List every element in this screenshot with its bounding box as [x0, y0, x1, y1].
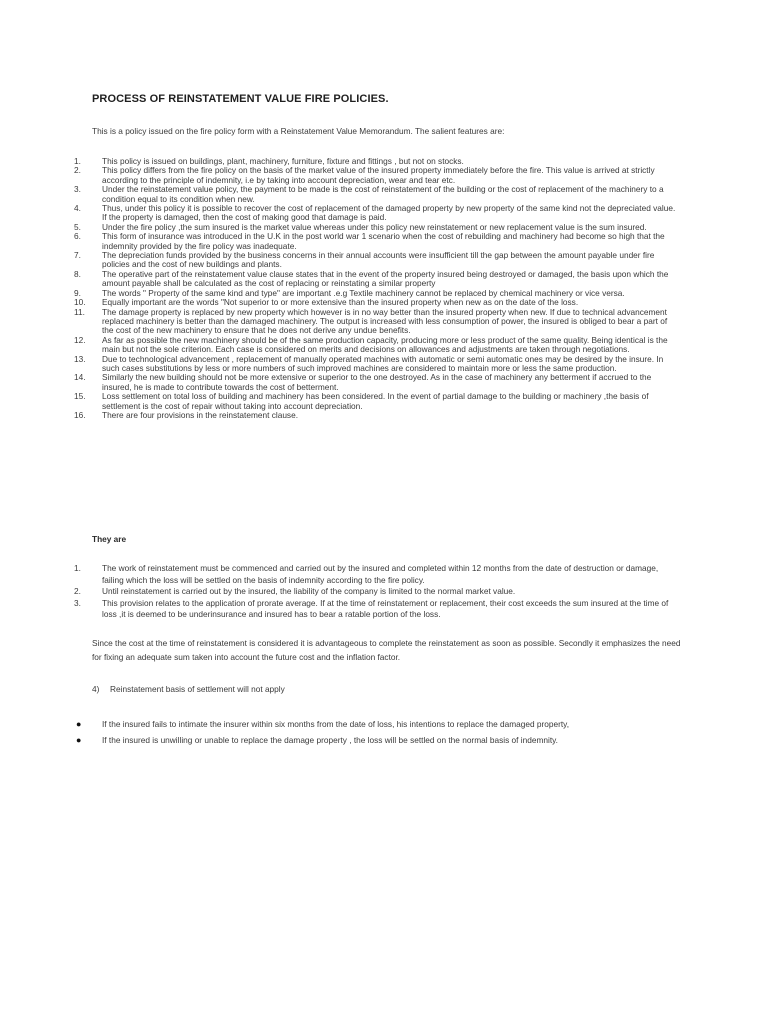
feature-item-text: The damage property is replaced by new property which however is in no way better than the insured property when new. If due to technical advancement replaced machinery is better than the damaged machinery. The output is increased with less consumption of power, the insured is obliged to bear a part of the cost of the new machinery to ensure that he does not derive any undue benefits.: [102, 306, 668, 336]
provision-item-number: 2.: [74, 586, 81, 596]
provision-item-text: This provision relates to the application of prorate average. If at the time of reinstatement or replacement, their cost exceeds the sum insured at the time of loss ,it is deemed to be underinsurance and insured has to bear a ratable portion of the loss.: [102, 597, 669, 619]
feature-item-number: 9.: [74, 287, 81, 298]
feature-item-number: 13.: [74, 353, 86, 364]
point-four: [92, 684, 285, 694]
feature-item-text: Similarly the new building should not be more extensive or superior to the one destroyed. As in the case of machinery any betterment if accrued to the insured, he is made to contribute towards the cost of betterment.: [102, 372, 652, 392]
feature-item-text: Thus, under this policy it is possible to recover the cost of replacement of the damaged property by new property of the same kind not the depreciated value. If the property is damaged, then the cost of making good that damage is paid.: [102, 203, 676, 223]
document-title: PROCESS OF REINSTATEMENT VALUE FIRE POLICIES.: [92, 93, 389, 105]
feature-item-number: 4.: [74, 203, 81, 214]
feature-item: [0, 251, 677, 270]
provision-item: [0, 598, 677, 621]
bullet-text: If the insured fails to intimate the insurer within six months from the date of loss, his intentions to replace the damaged property,: [102, 719, 570, 729]
feature-item-number: 10.: [74, 297, 86, 308]
features-list: [0, 157, 677, 420]
feature-item-text: The depreciation funds provided by the business concerns in their annual accounts were insufficient till the gap between the amount payable under fire policies and the cost of new buildings and plants.: [102, 250, 655, 270]
feature-item: [0, 204, 677, 223]
summary-paragraph: Since the cost at the time of reinstatement is considered it is advantageous to complete the reinstatement as soon as possible. Secondly it emphasizes the need for fixing an adequate sum taken into account the future cost and the inflation factor.: [92, 638, 681, 662]
bullet-item: [0, 716, 677, 732]
feature-item: [0, 232, 677, 251]
feature-item: [0, 336, 677, 355]
feature-item-text: Due to technological advancement , replacement of manually operated machines with automatic or semi automatic ones may be desired by the insure. In such cases substitutions by less or more numbers of such improved machines are considered to maintain more or less the same production.: [102, 353, 664, 373]
provision-item-text: The work of reinstatement must be commenced and carried out by the insured and completed within 12 months from the date of destruction or damage, failing which the loss will be settled on the basis of indemnity according to the fire policy.: [102, 563, 659, 585]
provision-item: [0, 586, 677, 598]
point-four-number: 4): [92, 684, 100, 694]
feature-item-number: 15.: [74, 391, 86, 402]
bullet-text: If the insured is unwilling or unable to replace the damage property , the loss will be settled on the normal basis of indemnity.: [102, 735, 558, 745]
provision-item: [0, 563, 677, 586]
feature-item-text: The operative part of the reinstatement value clause states that in the event of the property insured being destroyed or damaged, the basis upon which the amount payable shall be calculated as the cost of replacing or reinstating a similar property: [102, 268, 669, 289]
feature-item-text: As far as possible the new machinery should be of the same production capacity, producing more or less product of the same quality. Being identical is the main but not the sole criterion. Each case is considered on merits and decisions on allowances and adjustments are taken through negotiations.: [102, 334, 668, 355]
feature-item-number: 11.: [74, 306, 85, 317]
feature-item-text: This policy differs from the fire policy on the basis of the market value of the insured property immediately before the fire. This value is arrived at strictly according to the principle of indemnity, i.e by taking into account depreciation, wear and tear etc.: [102, 165, 655, 185]
feature-item-text: The words " Property of the same kind and type" are important .e.g Textile machinery cannot be replaced by chemical machinery or vice versa.: [102, 287, 625, 298]
intro-paragraph: This is a policy issued on the fire policy form with a Reinstatement Value Memorandum. The salient features are:: [92, 126, 505, 136]
feature-item-number: 1.: [74, 156, 81, 166]
feature-item-number: 8.: [74, 268, 81, 279]
provisions-subheading: They are: [92, 534, 127, 544]
feature-item-number: 14.: [74, 372, 86, 383]
feature-item-number: 16.: [74, 409, 86, 420]
feature-item-text: Equally important are the words "Not superior to or more extensive than the insured property when new as on the date of the loss.: [102, 297, 579, 308]
feature-item-number: 12.: [74, 334, 86, 345]
point-four-text: Reinstatement basis of settlement will not apply: [110, 684, 285, 694]
feature-item-text: This form of insurance was introduced in the U.K in the post world war 1 scenario when the cost of rebuilding and machinery had become so high that the indemnity provided by the fire policy was inadequate.: [102, 231, 665, 251]
feature-item: [0, 166, 677, 185]
bullet-icon: ●: [76, 735, 82, 745]
feature-item: [0, 373, 677, 392]
feature-item-number: 3.: [74, 184, 81, 195]
feature-item: [0, 308, 677, 336]
feature-item-text: This policy is issued on buildings, plant, machinery, furniture, fixture and fittings , but not on stocks.: [102, 156, 464, 166]
feature-item-text: There are four provisions in the reinstatement clause.: [102, 409, 298, 420]
feature-item-text: Loss settlement on total loss of building and machinery has been considered. In the event of partial damage to the building or machinery ,the basis of settlement is the cost of repair without taking into account depreciation.: [102, 391, 649, 411]
feature-item: [0, 355, 677, 374]
feature-item: [0, 185, 677, 204]
provisions-list: [0, 563, 677, 621]
feature-item-number: 7.: [74, 250, 81, 261]
feature-item: [0, 411, 677, 420]
provision-item-number: 1.: [74, 563, 81, 573]
bullet-item: [0, 732, 677, 748]
exceptions-bullet-list: [0, 716, 677, 748]
feature-item-number: 5.: [74, 221, 81, 232]
feature-item-text: Under the reinstatement value policy, the payment to be made is the cost of reinstatement of the building or the cost of replacement of the machinery to a condition equal to its condition when new.: [102, 184, 664, 204]
bullet-icon: ●: [76, 719, 82, 729]
feature-item: [0, 392, 677, 411]
feature-item-number: 2.: [74, 165, 81, 176]
provision-item-number: 3.: [74, 597, 81, 608]
feature-item-text: Under the fire policy ,the sum insured is the market value whereas under this policy new reinstatement or new replacement value is the sum insured.: [102, 221, 647, 232]
feature-item-number: 6.: [74, 231, 81, 242]
provision-item-text: Until reinstatement is carried out by the insured, the liability of the company is limited to the normal market value.: [102, 586, 516, 596]
feature-item: [0, 270, 677, 289]
